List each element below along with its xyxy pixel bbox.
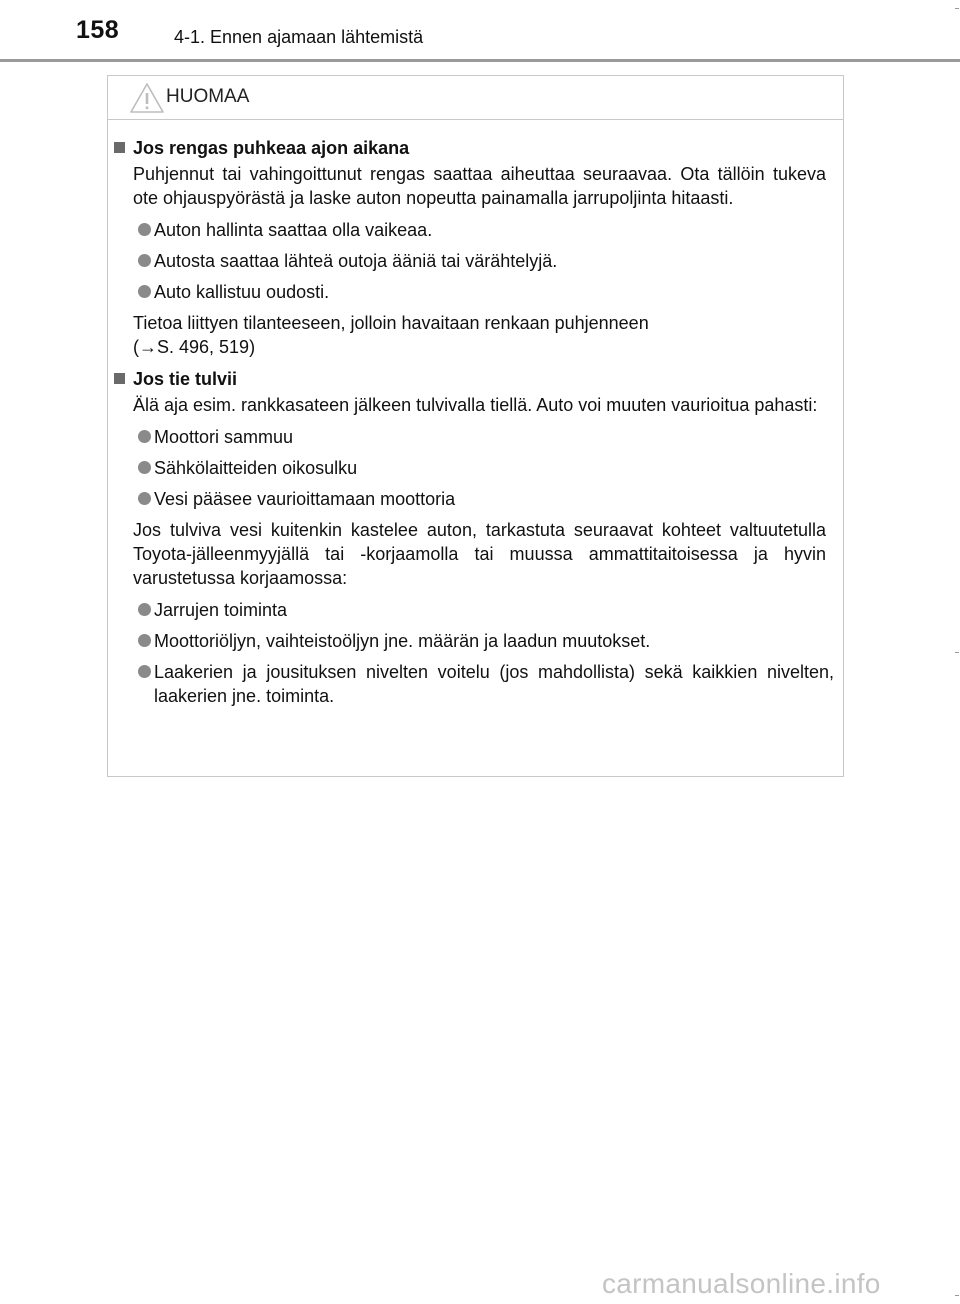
page-header: [0, 0, 960, 62]
list-item: Auto kallistuu oudosti.: [108, 280, 843, 304]
section-heading: Jos tie tulvii: [108, 367, 843, 391]
square-bullet-icon: [114, 142, 125, 153]
warning-triangle-icon: [129, 82, 165, 114]
list-item: Auton hallinta saattaa olla vaikeaa.: [108, 218, 843, 242]
section-reference: Tietoa liittyen tilanteeseen, jolloin havaitaan renkaan puhjenneen (→S. 496, 519): [133, 313, 649, 357]
notice-content: [108, 136, 843, 715]
circle-bullet-icon: [138, 665, 151, 678]
crop-mark: [955, 1295, 959, 1296]
list-item: Sähkölaitteiden oikosulku: [108, 456, 843, 480]
list-item: Moottoriöljyn, vaihteistoöljyn jne. määrän ja laadun muutokset.: [108, 629, 843, 653]
circle-bullet-icon: [138, 492, 151, 505]
circle-bullet-icon: [138, 634, 151, 647]
chapter-title: 4-1. Ennen ajamaan lähtemistä: [174, 27, 424, 47]
circle-bullet-icon: [138, 430, 151, 443]
header-rule: [0, 59, 960, 62]
list-item: Jarrujen toiminta: [108, 598, 843, 622]
page-number: 158: [76, 16, 120, 44]
square-bullet-icon: [114, 373, 125, 384]
section-intro: Puhjennut tai vahingoittunut rengas saattaa aiheuttaa seuraavaa. Ota tällöin tukeva ote ohjauspyörästä ja laske auton nopeutta painamalla jarrupoljinta hitaasti.: [133, 164, 826, 208]
crop-mark: [955, 652, 959, 653]
list-item: Autosta saattaa lähteä outoja ääniä tai värähtelyjä.: [108, 249, 843, 273]
crop-mark: [955, 8, 959, 9]
list-item: Laakerien ja jousituksen nivelten voitelu (jos mahdollista) sekä kaikkien nivelten, laakerien jne. toiminta.: [108, 660, 843, 708]
watermark: carmanualsonline.info: [602, 1268, 881, 1299]
section-heading: Jos rengas puhkeaa ajon aikana: [108, 136, 843, 160]
list-item: Vesi pääsee vaurioittamaan moottoria: [108, 487, 843, 511]
section-body: Jos tulviva vesi kuitenkin kastelee auton, tarkastuta seuraavat kohteet valtuutetulla Toyota-jälleenmyyjällä tai -korjaamolla tai muussa ammattitaitoisessa ja hyvin varustetussa korjaamossa:: [133, 520, 826, 588]
notice-header: [108, 76, 843, 120]
section-intro: Älä aja esim. rankkasateen jälkeen tulvivalla tiellä. Auto voi muuten vaurioitua pahasti:: [133, 395, 818, 415]
notice-box: [107, 75, 844, 777]
circle-bullet-icon: [138, 603, 151, 616]
page-reference-link[interactable]: (→S. 496, 519): [133, 337, 256, 357]
circle-bullet-icon: [138, 254, 151, 267]
list-item: Moottori sammuu: [108, 425, 843, 449]
circle-bullet-icon: [138, 223, 151, 236]
circle-bullet-icon: [138, 285, 151, 298]
circle-bullet-icon: [138, 461, 151, 474]
notice-title: HUOMAA: [166, 86, 250, 107]
